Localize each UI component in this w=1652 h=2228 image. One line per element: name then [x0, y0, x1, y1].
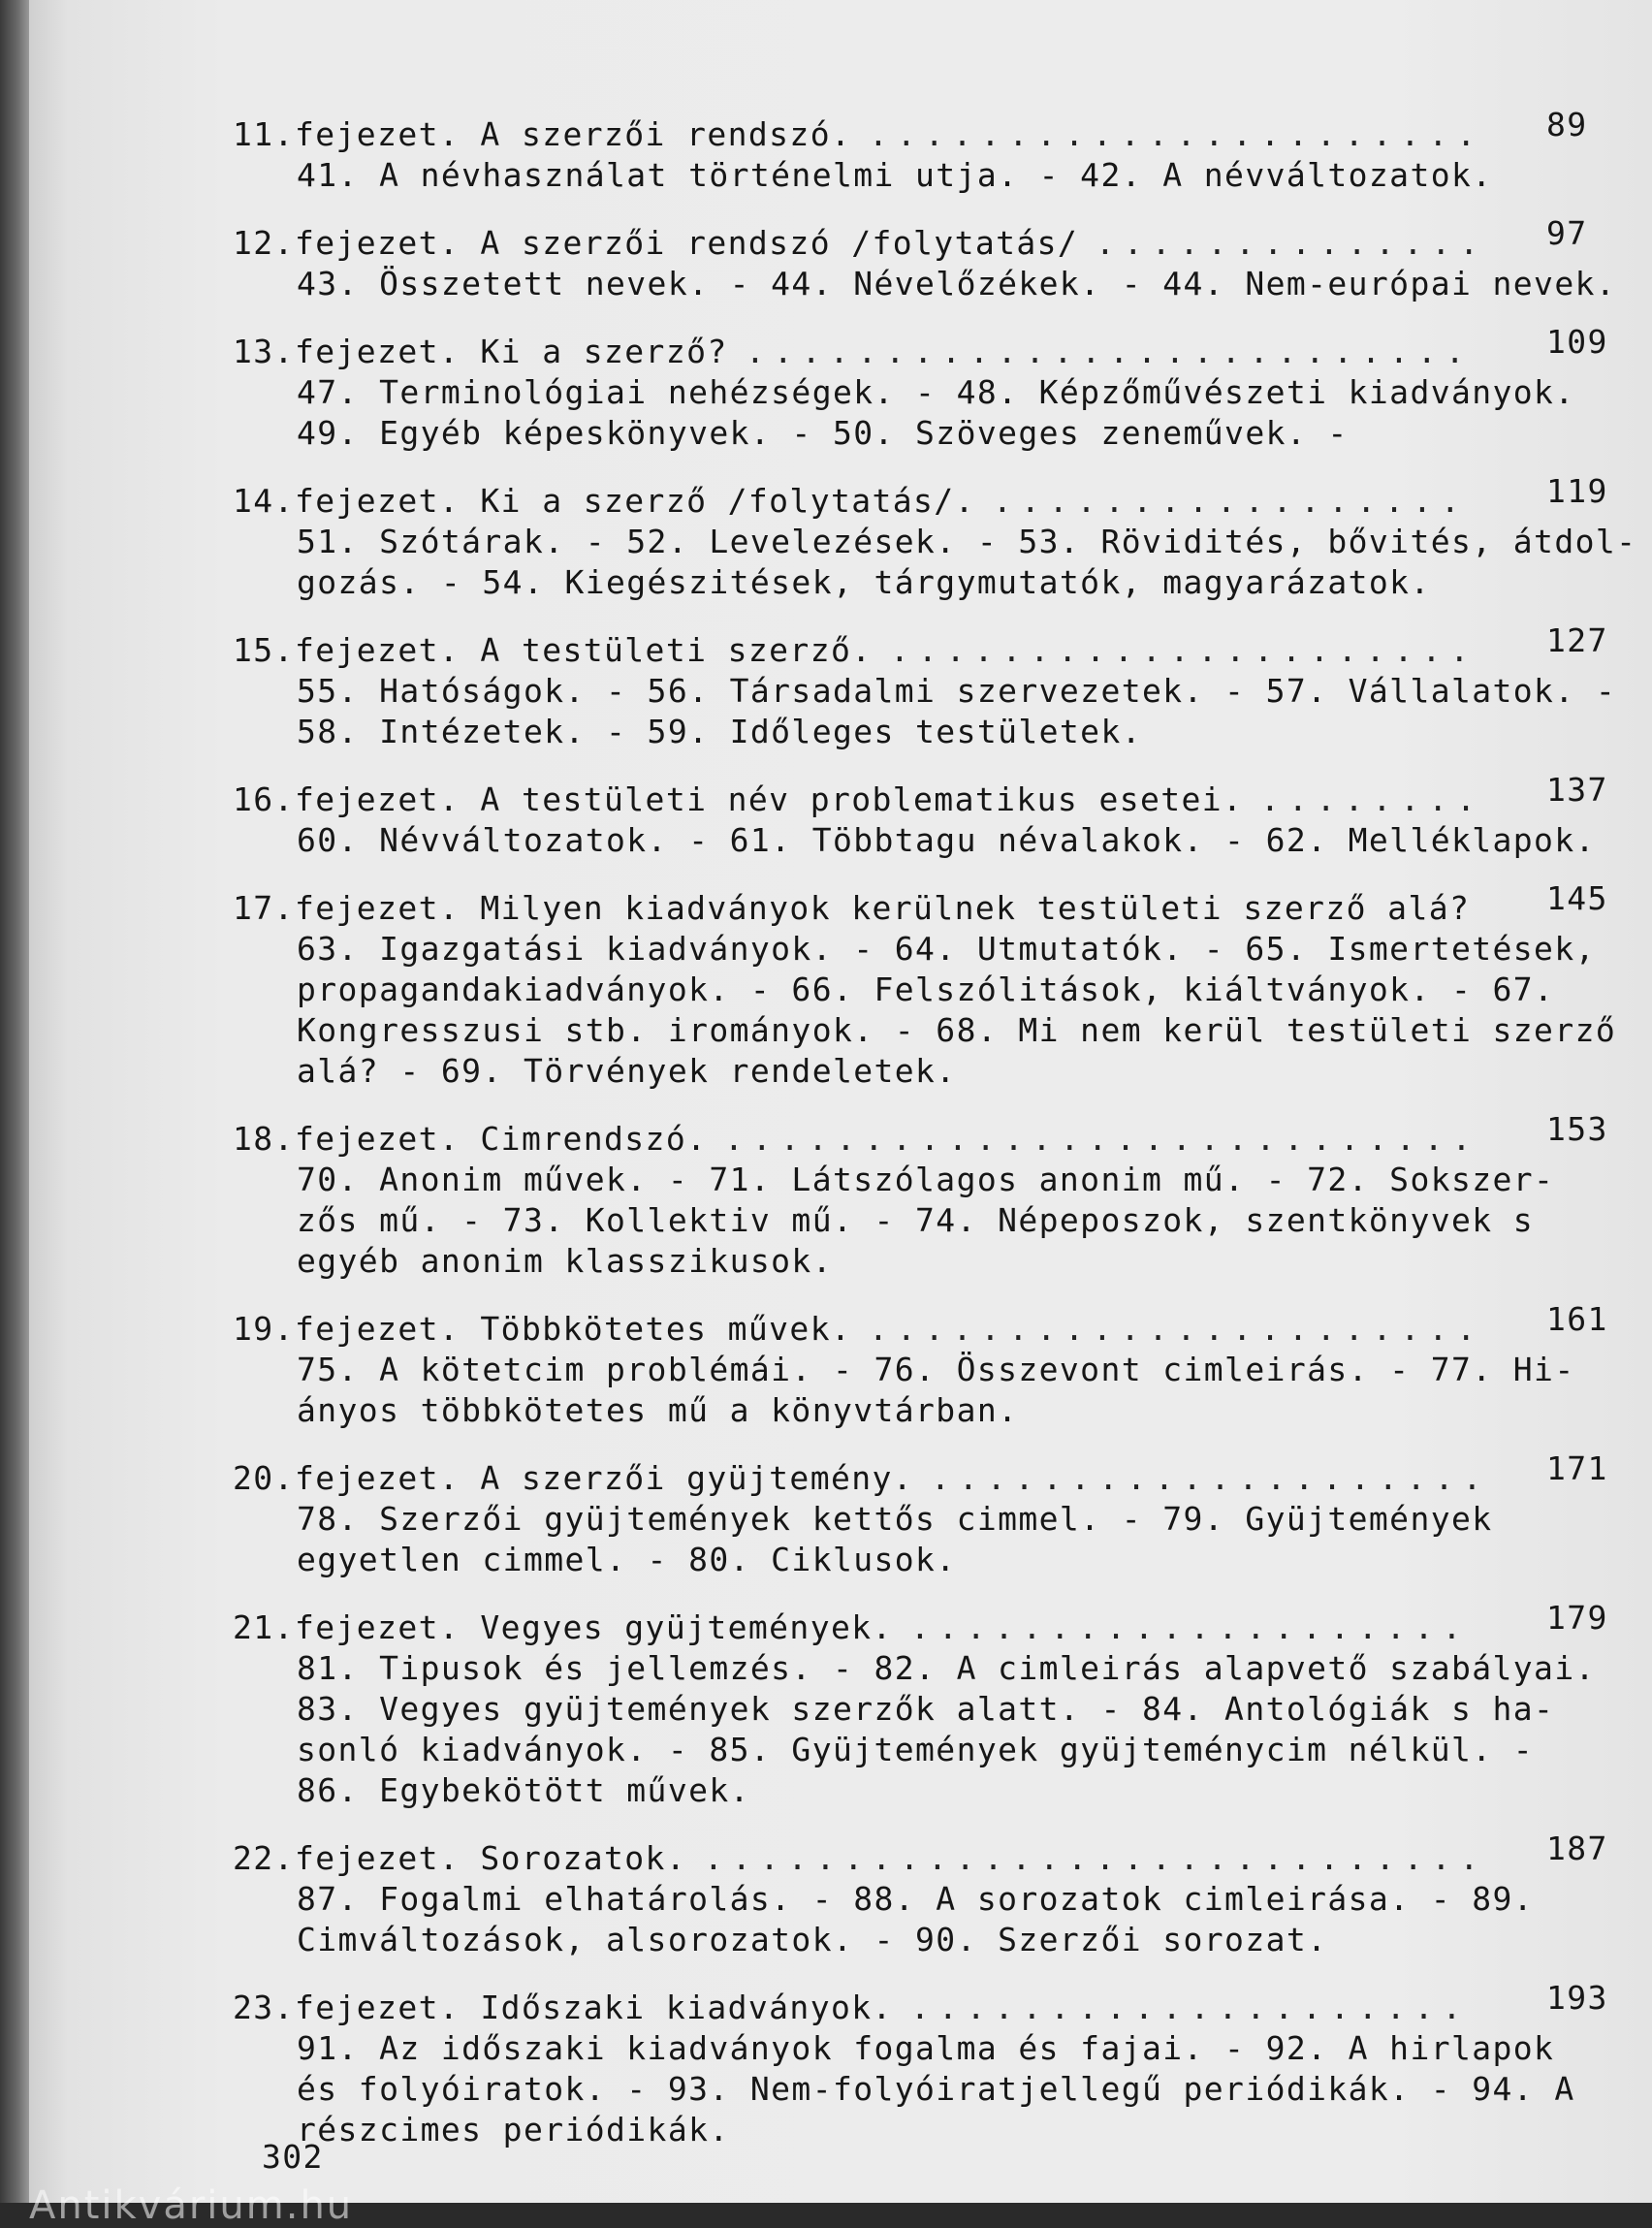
- chapter-heading: [233, 771, 1648, 820]
- leader-dots: ....................: [931, 1459, 1491, 1497]
- section-line: 58. Intézetek. - 59. Időleges testületek.: [297, 713, 1142, 750]
- section-line: 43. Összetett nevek. - 44. Névelőzékek. - 44. Nem-európai nevek.: [297, 265, 1617, 302]
- chapter-title: fejezet. A szerzői rendszó /folytatás/: [295, 224, 1079, 262]
- section-line: zős mű. - 73. Kollektiv mű. - 74. Népeposzok, szentkönyvek s: [297, 1201, 1535, 1239]
- chapter-number: 20.: [233, 1459, 295, 1497]
- chapter-page-number: 161: [1546, 1300, 1608, 1338]
- section-line: 87. Fogalmi elhatárolás. - 88. A sorozatok cimleirása. - 89.: [297, 1880, 1535, 1918]
- leader-dots: ....................: [910, 1608, 1471, 1646]
- section-line: 91. Az időszaki kiadványok fogalma és fajai. - 92. A hirlapok: [297, 2029, 1555, 2067]
- section-line: 51. Szótárak. - 52. Levelezések. - 53. Rövidités, bővités, átdol-: [297, 523, 1637, 560]
- section-line: sonló kiadványok. - 85. Gyüjtemények gyüjteménycim nélkül. -: [297, 1731, 1535, 1768]
- toc-entry: [233, 1830, 1648, 1960]
- chapter-number: 15.: [233, 631, 295, 669]
- leader-dots: ........: [1260, 780, 1484, 818]
- toc-entry: [233, 1300, 1648, 1431]
- chapter-title: fejezet. Sorozatok.: [295, 1839, 687, 1877]
- leader-dots: .................: [993, 482, 1469, 520]
- section-line: Kongresszusi stb. irományok. - 68. Mi nem kerül testületi szerző: [297, 1011, 1617, 1049]
- toc-entry: [233, 214, 1648, 304]
- chapter-page-number: 145: [1546, 879, 1608, 917]
- leader-dots: ..........................: [746, 333, 1474, 370]
- section-line: 60. Névváltozatok. - 61. Többtagu névalakok. - 62. Melléklapok.: [297, 821, 1596, 859]
- section-line: részcimes periódikák.: [297, 2111, 730, 2148]
- chapter-page-number: 89: [1546, 106, 1588, 143]
- section-line: ányos többkötetes mű a könyvtárban.: [297, 1391, 1019, 1429]
- chapter-page-number: 127: [1546, 621, 1608, 659]
- section-line: 70. Anonim művek. - 71. Látszólagos anonim mű. - 72. Sokszer-: [297, 1161, 1555, 1198]
- toc-entry: [233, 472, 1648, 603]
- chapter-number: 11.: [233, 115, 295, 153]
- toc-entry: [233, 771, 1648, 861]
- chapter-number: 23.: [233, 1989, 295, 2026]
- chapter-page-number: 97: [1546, 214, 1588, 252]
- chapter-title: fejezet. Cimrendszó.: [295, 1120, 708, 1158]
- leader-dots: ............................: [704, 1839, 1488, 1877]
- chapter-page-number: 137: [1546, 771, 1608, 809]
- chapter-title: fejezet. Többkötetes művek.: [295, 1310, 852, 1348]
- chapter-title: fejezet. A szerzői gyüjtemény.: [295, 1459, 914, 1497]
- chapter-title: fejezet. Időszaki kiadványok.: [295, 1989, 893, 2026]
- chapter-number: 12.: [233, 224, 295, 262]
- section-line: gozás. - 54. Kiegészitések, tárgymutatók, magyarázatok.: [297, 563, 1431, 601]
- chapter-number: 18.: [233, 1120, 295, 1158]
- toc-entry: [233, 621, 1648, 752]
- chapter-heading: [233, 1110, 1648, 1160]
- section-line: alá? - 69. Törvények rendeletek.: [297, 1052, 957, 1090]
- leader-dots: ....................: [910, 1989, 1471, 2026]
- section-line: és folyóiratok. - 93. Nem-folyóiratjellegű periódikák. - 94. A: [297, 2070, 1575, 2108]
- watermark: Antikvárium.hu: [29, 2183, 354, 2228]
- chapter-number: 22.: [233, 1839, 295, 1877]
- chapter-heading: [233, 323, 1648, 372]
- section-line: egyetlen cimmel. - 80. Ciklusok.: [297, 1541, 957, 1578]
- leader-dots: ......................: [869, 1310, 1485, 1348]
- section-line: Cimváltozások, alsorozatok. - 90. Szerzői sorozat.: [297, 1921, 1328, 1958]
- chapter-heading: [233, 1449, 1648, 1499]
- section-line: 63. Igazgatási kiadványok. - 64. Utmutatók. - 65. Ismertetések,: [297, 930, 1596, 968]
- toc-entry: [233, 1599, 1648, 1811]
- toc-entry: [233, 1449, 1648, 1580]
- chapter-number: 19.: [233, 1310, 295, 1348]
- chapter-page-number: 119: [1546, 472, 1608, 510]
- section-line: 55. Hatóságok. - 56. Társadalmi szervezetek. - 57. Vállalatok. -: [297, 672, 1617, 710]
- chapter-page-number: 153: [1546, 1110, 1608, 1148]
- leader-dots: ..............: [1096, 224, 1488, 262]
- toc-entry: [233, 323, 1648, 454]
- section-line: 49. Egyéb képeskönyvek. - 50. Szöveges zeneművek. -: [297, 414, 1349, 452]
- section-line: 81. Tipusok és jellemzés. - 82. A cimleirás alapvető szabályai.: [297, 1649, 1596, 1687]
- chapter-title: fejezet. A testületi név problematikus esetei.: [295, 780, 1244, 818]
- chapter-title: fejezet. Vegyes gyüjtemények.: [295, 1608, 893, 1646]
- toc-entry: [233, 879, 1648, 1092]
- chapter-title: fejezet. Milyen kiadványok kerülnek testületi szerző alá?: [295, 889, 1471, 927]
- chapter-heading: [233, 214, 1648, 264]
- page-gutter: [0, 0, 29, 2203]
- chapter-title: fejezet. A testületi szerző.: [295, 631, 873, 669]
- table-of-contents: [233, 106, 1648, 2178]
- toc-entry: [233, 1110, 1648, 1282]
- toc-entry: [233, 106, 1648, 196]
- book-page: [29, 0, 1652, 2203]
- chapter-number: 21.: [233, 1608, 295, 1646]
- leader-dots: .....................: [890, 631, 1478, 669]
- section-line: propagandakiadványok. - 66. Felszólitások, kiáltványok. - 67.: [297, 971, 1555, 1008]
- chapter-heading: [233, 1300, 1648, 1350]
- chapter-heading: [233, 1830, 1648, 1879]
- chapter-heading: [233, 1979, 1648, 2028]
- chapter-page-number: 171: [1546, 1449, 1608, 1487]
- chapter-title: fejezet. A szerzői rendszó.: [295, 115, 852, 153]
- chapter-number: 14.: [233, 482, 295, 520]
- chapter-heading: [233, 621, 1648, 671]
- section-line: 83. Vegyes gyüjtemények szerzők alatt. - 84. Antológiák s ha-: [297, 1690, 1555, 1728]
- section-line: 78. Szerzői gyüjtemények kettős cimmel. - 79. Gyüjtemények: [297, 1500, 1493, 1538]
- chapter-number: 16.: [233, 780, 295, 818]
- chapter-heading: [233, 472, 1648, 522]
- chapter-page-number: 109: [1546, 323, 1608, 361]
- page-number: 302: [262, 2138, 324, 2176]
- section-line: 47. Terminológiai nehézségek. - 48. Képzőművészeti kiadványok.: [297, 373, 1575, 411]
- section-line: 86. Egybekötött művek.: [297, 1771, 750, 1809]
- chapter-page-number: 193: [1546, 1979, 1608, 2017]
- chapter-heading: [233, 879, 1648, 929]
- leader-dots: ......................: [869, 115, 1485, 153]
- chapter-number: 13.: [233, 333, 295, 370]
- toc-entry: [233, 1979, 1648, 2150]
- chapter-title: fejezet. Ki a szerző /folytatás/.: [295, 482, 975, 520]
- chapter-number: 17.: [233, 889, 295, 927]
- chapter-title: fejezet. Ki a szerző?: [295, 333, 728, 370]
- chapter-page-number: 187: [1546, 1830, 1608, 1867]
- section-line: 41. A névhasználat történelmi utja. - 42. A névváltozatok.: [297, 156, 1493, 194]
- chapter-page-number: 179: [1546, 1599, 1608, 1637]
- section-line: 75. A kötetcim problémái. - 76. Összevont cimleirás. - 77. Hi-: [297, 1351, 1575, 1388]
- chapter-heading: [233, 106, 1648, 155]
- chapter-heading: [233, 1599, 1648, 1648]
- section-line: egyéb anonim klasszikusok.: [297, 1242, 833, 1280]
- leader-dots: ...........................: [724, 1120, 1480, 1158]
